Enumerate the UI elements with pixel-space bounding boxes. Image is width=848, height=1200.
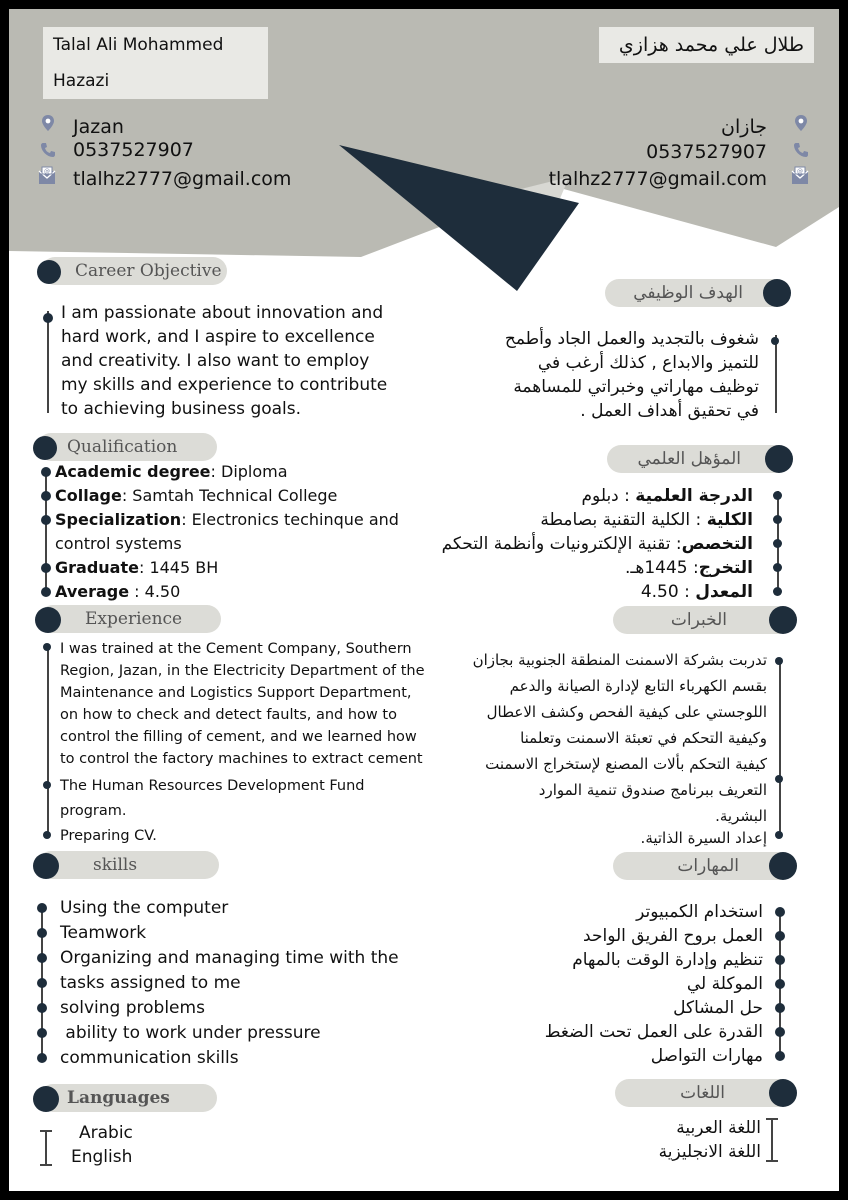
qualification-item-ar: الكلية : الكلية التقنية بصامطة [540,510,753,530]
location-icon [39,114,57,132]
bullet [37,1053,47,1063]
language-item-ar: اللغة الانجليزية [658,1142,761,1162]
bullet [43,781,51,789]
bullet [775,1027,785,1037]
bullet [775,1051,785,1061]
bullet [37,1028,47,1038]
language-item-ar: اللغة العربية [676,1118,761,1138]
career-line-ar: في تحقيق أهداف العمل . [580,401,759,421]
bullet [775,657,783,665]
career-line: hard work, and I aspire to excellence [61,327,375,347]
timeline-line [771,1119,773,1161]
qualification-item: Average : 4.50 [55,582,181,601]
section-dot [769,606,797,634]
bullet [771,337,779,345]
bullet [773,515,782,524]
bullet [775,1003,785,1013]
section-header-skills-ar [613,852,793,880]
qualification-item: Specialization: Electronics techinque and [55,510,399,529]
experience-line: I was trained at the Cement Company, Southern [60,641,412,657]
skill-item: ability to work under pressure [60,1023,321,1043]
line-cap [40,1130,52,1132]
skill-item-ar: استخدام الكمبيوتر [636,902,763,922]
city-en: Jazan [73,116,124,138]
bullet [775,931,785,941]
bullet [773,587,782,596]
bullet [43,643,51,651]
bullet [37,903,47,913]
skill-item: Organizing and managing time with the [60,948,399,968]
qualification-item: Academic degree: Diploma [55,462,288,481]
section-title: اللغات [680,1083,725,1103]
phone-ar: 0537527907 [646,141,767,163]
section-title: skills [93,855,138,875]
section-title: Career Objective [75,261,222,281]
experience-line-ar: إعداد السيرة الذاتية. [640,829,767,847]
experience-line-ar: كيفية التحكم بألات المصنع لإستخراج الاسمنت [485,755,767,773]
experience-line: on how to check and detect faults, and how to [60,707,397,723]
experience-line: Maintenance and Logistics Support Department, [60,685,412,701]
email-icon [790,166,810,186]
bullet [775,775,783,783]
skill-item-ar: العمل بروح الفريق الواحد [583,926,763,946]
section-dot [33,853,59,879]
section-title: المهارات [677,856,739,876]
experience-line: The Human Resources Development Fund [60,778,365,794]
section-header-career-ar [605,279,789,307]
bullet [41,587,51,597]
section-header-experience [39,605,221,633]
bullet [37,1003,47,1013]
career-line: to achieving business goals. [61,399,302,419]
skill-item: Teamwork [60,923,147,943]
timeline-line [45,1131,47,1165]
experience-line: Preparing CV. [60,828,157,844]
skill-item-ar: الموكلة لي [686,974,763,994]
bullet [37,978,47,988]
bullet [37,953,47,963]
bullet [41,467,51,477]
section-dot [765,445,793,473]
skill-item: Using the computer [60,898,229,918]
svg-text:@: @ [797,168,803,175]
line-cap [766,1118,778,1120]
resume-page [9,9,839,1191]
section-header-career [41,257,227,285]
location-icon [792,114,810,132]
experience-line: to control the factory machines to extract cement [60,751,423,767]
timeline-line [47,311,49,413]
section-title: المؤهل العلمي [637,449,741,469]
section-header-experience-ar [613,606,793,634]
section-title: Experience [85,609,183,629]
qualification-item-ar: الدرجة العلمية : دبلوم [581,486,753,506]
email-en[interactable]: tlalhz2777@gmail.com [73,168,292,190]
bullet [775,955,785,965]
section-header-languages [39,1084,217,1112]
section-dot [33,436,57,460]
city-ar: جازان [721,116,767,138]
bullet [775,979,785,989]
timeline-line [775,335,777,413]
skill-item-ar: حل المشاكل [673,998,763,1018]
name-ar: طلال علي محمد هزازي [599,27,814,63]
language-item: English [71,1147,133,1167]
section-dot [769,1079,797,1107]
qualification-item-ar: المعدل : 4.50 [640,582,753,602]
career-line-ar: توظيف مهاراتي وخبراتي للمساهمة [513,377,759,397]
timeline-line [45,469,47,595]
line-cap [40,1164,52,1166]
skill-item: communication skills [60,1048,239,1068]
section-dot [769,852,797,880]
section-title: Languages [67,1088,170,1108]
language-item: Arabic [79,1123,133,1143]
bullet [41,563,51,573]
bullet [43,313,53,323]
section-title: Qualification [67,437,178,457]
phone-icon [39,141,57,159]
experience-line: Region, Jazan, in the Electricity Department of the [60,663,425,679]
skill-item: tasks assigned to me [60,973,241,993]
career-line: my skills and experience to contribute [61,375,388,395]
career-line: and creativity. I also want to employ [61,351,370,371]
email-icon [37,166,57,186]
skill-item-ar: تنظيم وإدارة الوقت بالمهام [572,950,763,970]
bullet [773,539,782,548]
qualification-item: control systems [55,534,182,553]
section-title: الهدف الوظيفي [633,283,743,303]
experience-line-ar: البشرية. [715,807,767,825]
bullet [43,831,51,839]
experience-line-ar: اللوجستي على كيفية الفحص وكشف الاعطال [486,703,767,721]
bullet [37,928,47,938]
qualification-item: Collage: Samtah Technical College [55,486,338,505]
bullet [773,563,782,572]
section-header-skills [37,851,219,879]
skill-item-ar: مهارات التواصل [650,1046,763,1066]
name-en: Talal Ali Mohammed Hazazi [43,27,268,99]
skill-item: solving problems [60,998,205,1018]
section-title: الخبرات [670,610,727,630]
skill-item-ar: القدرة على العمل تحت الضغط [544,1022,763,1042]
qualification-item: Graduate: 1445 BH [55,558,219,577]
career-line: I am passionate about innovation and [61,303,384,323]
timeline-line [779,659,781,837]
experience-line-ar: تدربت بشركة الاسمنت المنطقة الجنوبية بجازان [472,651,767,669]
career-line-ar: للتميز والابداع , كذلك أرغب في [537,353,759,373]
section-header-qualification [37,433,217,461]
svg-text:@: @ [44,168,50,175]
timeline-line [47,645,49,835]
bullet [41,491,51,501]
section-dot [35,607,61,633]
bullet [775,907,785,917]
experience-line-ar: بقسم الكهرباء التابع لإدارة الصيانة والدعم [509,677,767,695]
section-header-qualification-ar [607,445,791,473]
email-ar[interactable]: tlalhz2777@gmail.com [548,168,767,190]
bullet [775,831,783,839]
section-dot [763,279,791,307]
bullet [41,515,51,525]
experience-line: program. [60,803,127,819]
bullet [773,491,782,500]
phone-icon [792,141,810,159]
experience-line-ar: وكيفية التحكم في تعبئة الاسمنت وتعلمنا [520,729,767,747]
experience-line: control the filling of cement, and we learned how [60,729,417,745]
qualification-item-ar: التخرج: 1445هـ. [625,558,753,578]
qualification-item-ar: التخصص: تقنية الإلكترونيات وأنظمة التحكم [441,534,753,554]
section-header-languages-ar [615,1079,793,1107]
section-dot [33,1086,59,1112]
experience-line-ar: التعريف ببرنامج صندوق تنمية الموارد [538,781,767,799]
section-dot [37,260,61,284]
career-line-ar: شغوف بالتجديد والعمل الجاد وأطمح [504,329,759,349]
line-cap [766,1160,778,1162]
phone-en: 0537527907 [73,139,194,161]
